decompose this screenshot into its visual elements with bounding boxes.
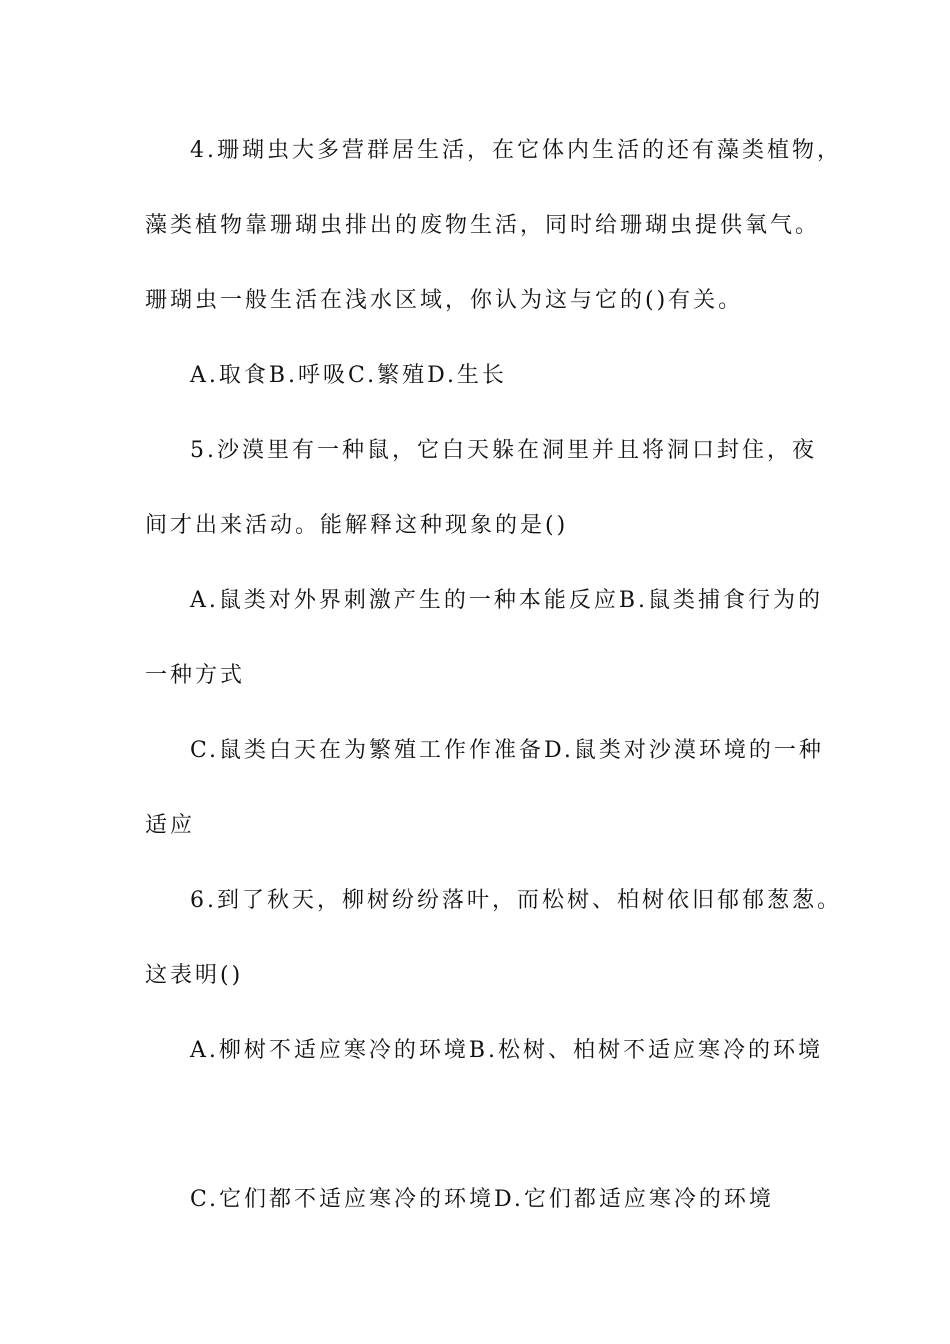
- question-6-option-ab: A.柳树不适应寒冷的环境B.松树、柏树不适应寒冷的环境: [190, 1038, 824, 1063]
- question-4-options: A.取食B.呼吸C.繁殖D.生长: [190, 363, 507, 388]
- question-5-stem-line-1: 5.沙漠里有一种鼠，它白天躲在洞里并且将洞口封住，夜: [190, 438, 817, 463]
- question-4-stem-line-3: 珊瑚虫一般生活在浅水区域，你认为这与它的()有关。: [145, 288, 744, 313]
- question-6-option-cd: C.它们都不适应寒冷的环境D.它们都适应寒冷的环境: [190, 1187, 774, 1212]
- question-5-option-cd-cont: 适应: [145, 813, 196, 838]
- question-4-stem-line-2: 藻类植物靠珊瑚虫排出的废物生活，同时给珊瑚虫提供氧气。: [145, 213, 821, 238]
- question-6-stem-line-1: 6.到了秋天，柳树纷纷落叶，而松树、柏树依旧郁郁葱葱。: [190, 888, 842, 913]
- question-5-option-ab: A.鼠类对外界刺激产生的一种本能反应B.鼠类捕食行为的: [190, 588, 824, 613]
- question-5-option-ab-cont: 一种方式: [145, 663, 246, 688]
- question-4-stem-line-1: 4.珊瑚虫大多营群居生活，在它体内生活的还有藻类植物，: [190, 138, 842, 163]
- question-5-option-cd: C.鼠类白天在为繁殖工作作准备D.鼠类对沙漠环境的一种: [190, 738, 824, 763]
- question-5-stem-line-2: 间才出来活动。能解释这种现象的是(): [145, 513, 569, 538]
- question-6-stem-line-2: 这表明(): [145, 963, 244, 988]
